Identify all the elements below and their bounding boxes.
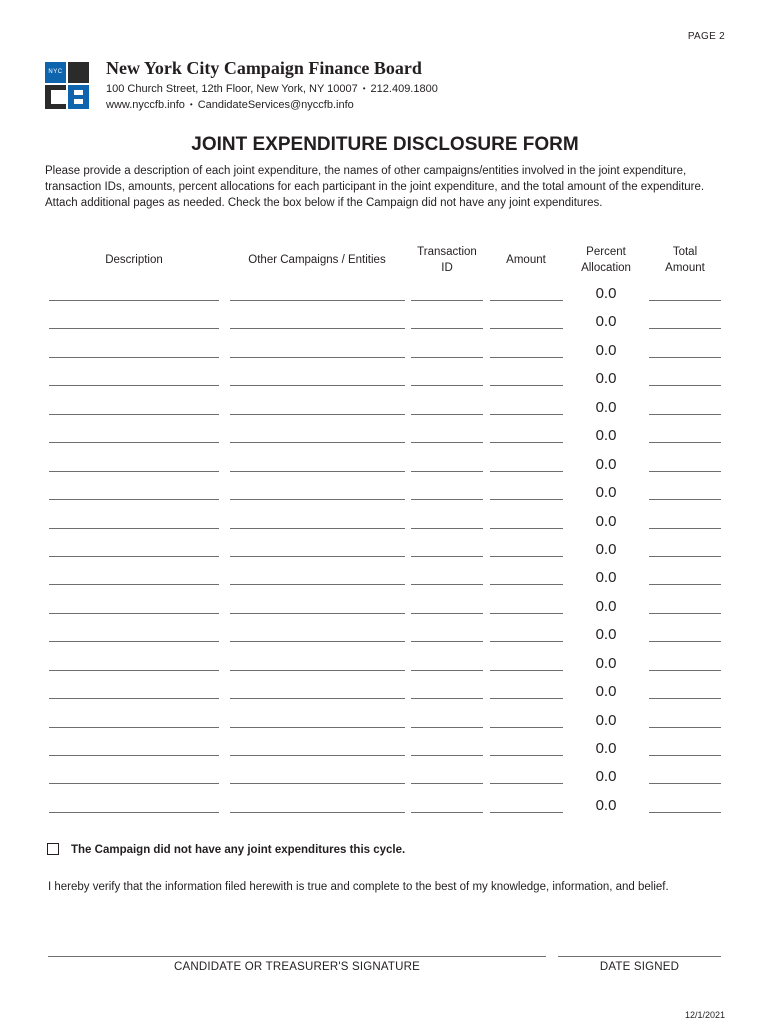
table-row	[0, 387, 770, 415]
separator-bullet: •	[362, 84, 366, 93]
transaction-id-field[interactable]	[411, 812, 483, 813]
column-header-total-line2: Amount	[665, 262, 705, 274]
page-number: PAGE 2	[687, 31, 725, 42]
table-row	[0, 557, 770, 585]
column-header-transaction-id-line2: ID	[441, 262, 453, 274]
column-header-percent-line1: Percent	[586, 246, 626, 258]
date-signed-field[interactable]	[558, 956, 721, 957]
separator-bullet: •	[189, 100, 193, 109]
percent-allocation-value[interactable]: 0.0	[595, 597, 617, 615]
percent-allocation-value[interactable]: 0.0	[595, 512, 617, 530]
column-header-transaction-id	[410, 244, 484, 276]
percent-allocation-value[interactable]: 0.0	[595, 569, 617, 587]
table-row	[0, 358, 770, 386]
logo-nyc-text: NYC	[48, 69, 63, 75]
percent-allocation-value[interactable]: 0.0	[595, 370, 617, 388]
table-row	[0, 614, 770, 642]
table-row	[0, 415, 770, 443]
column-header-percent-allocation	[566, 244, 646, 276]
organization-email[interactable]: CandidateServices@nyccfb.info	[197, 99, 354, 111]
percent-allocation-value[interactable]: 0.0	[595, 654, 617, 672]
table-row	[0, 301, 770, 329]
date-signed-label: DATE SIGNED	[599, 961, 680, 973]
other-campaigns-field[interactable]	[230, 812, 405, 813]
percent-allocation-value[interactable]: 0.0	[595, 683, 617, 701]
percent-allocation-value[interactable]: 0.0	[595, 540, 617, 558]
form-title: JOINT EXPENDITURE DISCLOSURE FORM	[191, 134, 579, 155]
column-header-total-amount	[649, 244, 721, 276]
verification-statement: I hereby verify that the information filed herewith is true and complete to the best of my knowledge, information, and belief.	[48, 881, 669, 893]
no-expenditures-checkbox[interactable]	[47, 843, 59, 855]
percent-allocation-value[interactable]: 0.0	[595, 796, 617, 814]
table-row	[0, 472, 770, 500]
percent-allocation-value[interactable]: 0.0	[595, 711, 617, 729]
percent-allocation-value[interactable]: 0.0	[595, 768, 617, 786]
form-revision-date: 12/1/2021	[684, 1010, 725, 1020]
signature-label: CANDIDATE OR TREASURER'S SIGNATURE	[173, 961, 421, 973]
organization-phone: 212.409.1800	[370, 83, 438, 95]
no-expenditures-option[interactable]	[47, 843, 405, 856]
table-row	[0, 671, 770, 699]
column-header-total-line1: Total	[672, 246, 698, 258]
percent-allocation-value[interactable]: 0.0	[595, 398, 617, 416]
table-row	[0, 501, 770, 529]
description-field[interactable]	[49, 812, 219, 813]
table-row	[0, 785, 770, 813]
signature-field[interactable]	[48, 956, 546, 957]
table-row	[0, 643, 770, 671]
table-row	[0, 444, 770, 472]
percent-allocation-value[interactable]: 0.0	[595, 455, 617, 473]
percent-allocation-value[interactable]: 0.0	[595, 427, 617, 445]
table-row	[0, 728, 770, 756]
no-expenditures-label: The Campaign did not have any joint expenditures this cycle.	[71, 844, 406, 856]
table-row	[0, 586, 770, 614]
organization-address: 100 Church Street, 12th Floor, New York, NY 10007	[106, 83, 358, 95]
table-row	[0, 273, 770, 301]
table-row	[0, 330, 770, 358]
percent-allocation-value[interactable]: 0.0	[595, 313, 617, 331]
percent-allocation-value[interactable]: 0.0	[595, 285, 617, 302]
percent-allocation-value[interactable]: 0.0	[595, 484, 617, 502]
organization-name: New York City Campaign Finance Board	[106, 58, 422, 78]
percent-allocation-value[interactable]: 0.0	[595, 740, 617, 758]
column-header-amount: Amount	[506, 254, 546, 266]
organization-website[interactable]: www.nyccfb.info	[106, 99, 185, 111]
column-header-description: Description	[105, 254, 163, 266]
instructions-paragraph: Please provide a description of each joint expenditure, the names of other campaigns/entities involved in the joint expenditure, transaction IDs, amounts, percent allocations for each participant in the joint expenditure, and the total amount of the expenditure. Attach additional pages as needed. Check the box below if the Campaign did not have any joint expenditures.	[45, 165, 705, 209]
table-row	[0, 700, 770, 728]
percent-allocation-value[interactable]: 0.0	[595, 626, 617, 644]
total-amount-field[interactable]	[649, 812, 721, 813]
nyccfb-logo	[45, 62, 90, 109]
table-row	[0, 529, 770, 557]
table-row	[0, 756, 770, 784]
column-header-percent-line2: Allocation	[581, 262, 631, 274]
amount-field[interactable]	[490, 812, 563, 813]
column-header-transaction-id-line1: Transaction	[417, 246, 477, 258]
organization-contact-line	[106, 99, 354, 111]
organization-address-line	[106, 83, 438, 95]
column-header-other-campaigns: Other Campaigns / Entities	[248, 254, 386, 266]
percent-allocation-value[interactable]: 0.0	[595, 341, 617, 359]
